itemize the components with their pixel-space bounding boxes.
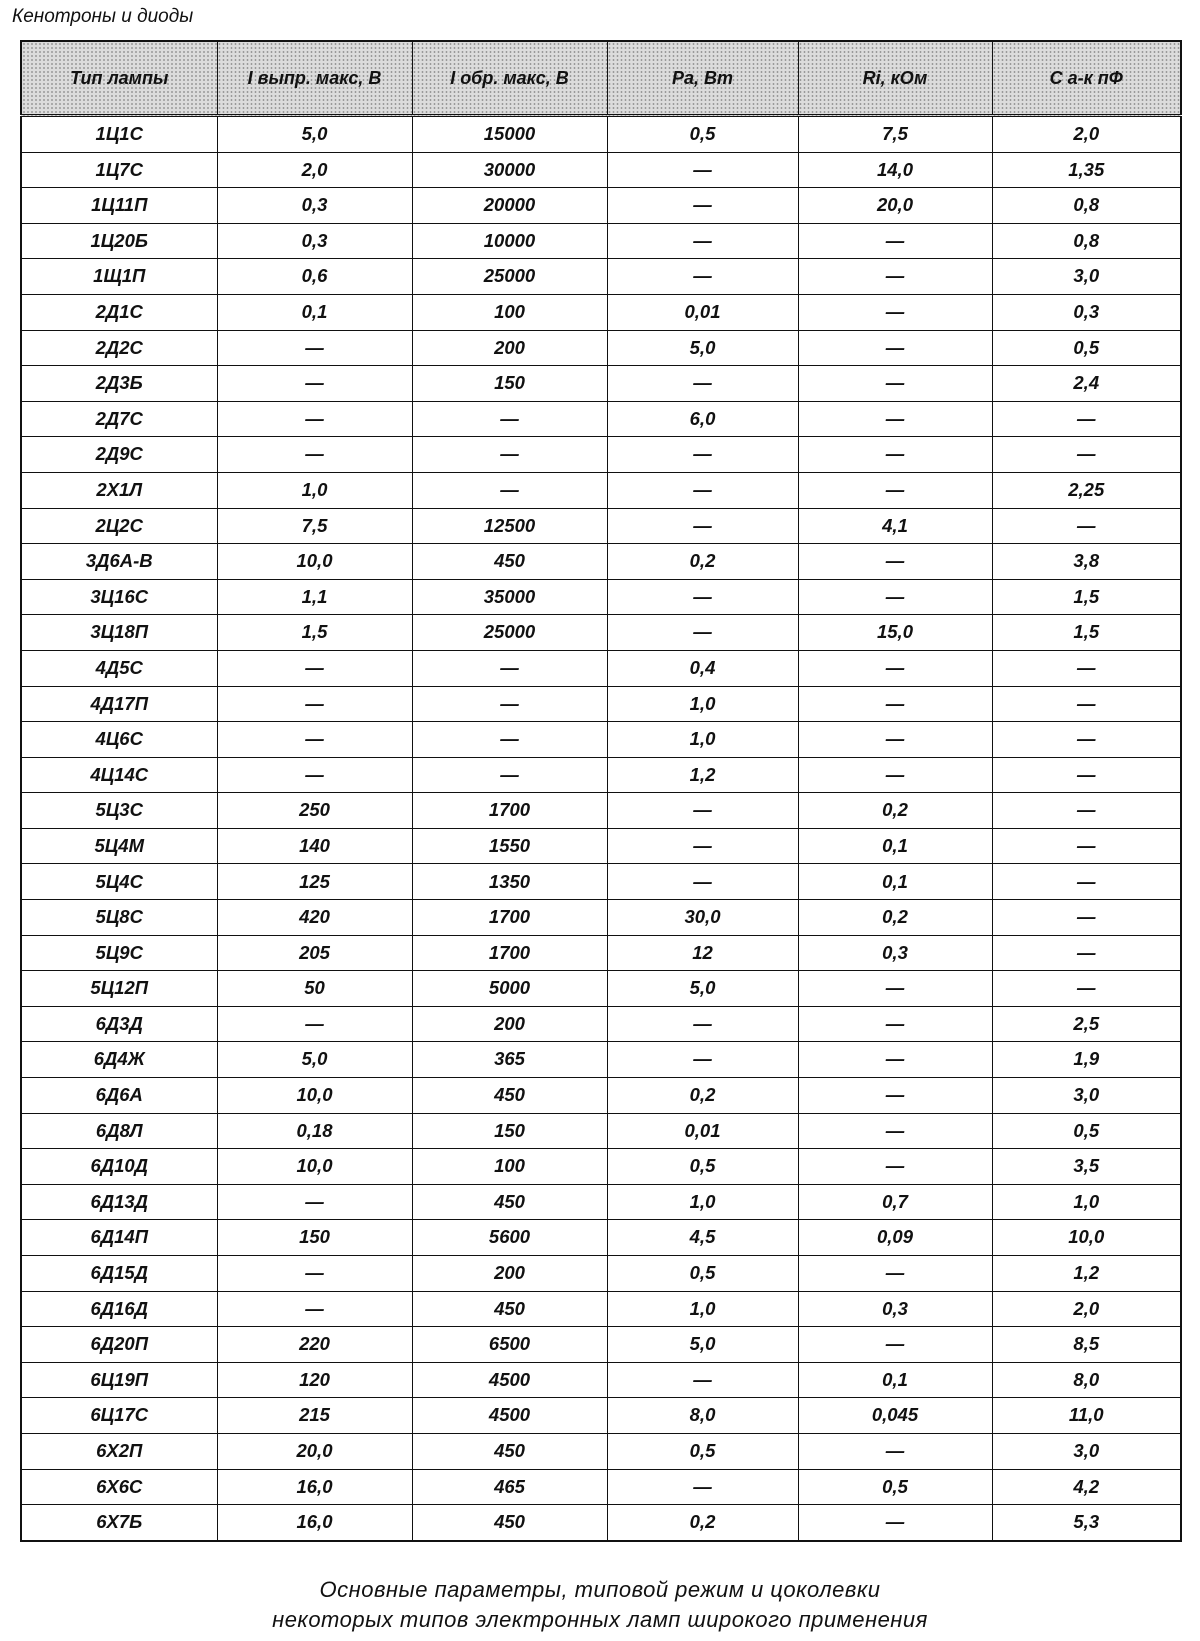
capacitance-cell: 4,2 bbox=[992, 1469, 1181, 1505]
rectified-current-cell: 120 bbox=[217, 1362, 412, 1398]
capacitance-cell: 10,0 bbox=[992, 1220, 1181, 1256]
internal-resistance-cell: — bbox=[798, 472, 992, 508]
capacitance-cell: — bbox=[992, 650, 1181, 686]
capacitance-cell: 0,5 bbox=[992, 1113, 1181, 1149]
capacitance-cell: 0,8 bbox=[992, 188, 1181, 224]
page-title: Кенотроны и диоды bbox=[12, 6, 194, 27]
tube-type-cell: 2Д2С bbox=[21, 330, 217, 366]
table-row bbox=[21, 294, 1181, 330]
rectified-current-cell: 16,0 bbox=[217, 1469, 412, 1505]
column-header-capacitance: C а-к пФ bbox=[992, 41, 1181, 116]
table-row bbox=[21, 1220, 1181, 1256]
capacitance-cell: — bbox=[992, 793, 1181, 829]
rectified-current-cell: 7,5 bbox=[217, 508, 412, 544]
reverse-voltage-cell: 5600 bbox=[412, 1220, 607, 1256]
anode-power-cell: — bbox=[607, 152, 798, 188]
tube-type-cell: 2Х1Л bbox=[21, 472, 217, 508]
tube-type-cell: 5Ц4М bbox=[21, 828, 217, 864]
table-row bbox=[21, 259, 1181, 295]
rectified-current-cell: 10,0 bbox=[217, 1078, 412, 1114]
tube-type-cell: 4Ц6С bbox=[21, 722, 217, 758]
capacitance-cell: — bbox=[992, 437, 1181, 473]
anode-power-cell: — bbox=[607, 259, 798, 295]
table-row bbox=[21, 650, 1181, 686]
table-row bbox=[21, 1113, 1181, 1149]
rectified-current-cell: 2,0 bbox=[217, 152, 412, 188]
capacitance-cell: 1,5 bbox=[992, 615, 1181, 651]
capacitance-cell: 3,0 bbox=[992, 259, 1181, 295]
rectified-current-cell: — bbox=[217, 1256, 412, 1292]
reverse-voltage-cell: 365 bbox=[412, 1042, 607, 1078]
anode-power-cell: — bbox=[607, 472, 798, 508]
tube-type-cell: 3Ц16С bbox=[21, 579, 217, 615]
reverse-voltage-cell: 1550 bbox=[412, 828, 607, 864]
internal-resistance-cell: — bbox=[798, 366, 992, 402]
tube-type-cell: 6Д4Ж bbox=[21, 1042, 217, 1078]
capacitance-cell: 5,3 bbox=[992, 1505, 1181, 1541]
internal-resistance-cell: — bbox=[798, 579, 992, 615]
rectified-current-cell: 0,3 bbox=[217, 223, 412, 259]
capacitance-cell: 2,5 bbox=[992, 1006, 1181, 1042]
table-row bbox=[21, 1291, 1181, 1327]
table-row bbox=[21, 437, 1181, 473]
anode-power-cell: 5,0 bbox=[607, 330, 798, 366]
reverse-voltage-cell: 100 bbox=[412, 1149, 607, 1185]
tube-type-cell: 5Ц12П bbox=[21, 971, 217, 1007]
tube-type-cell: 1Ц7С bbox=[21, 152, 217, 188]
capacitance-cell: — bbox=[992, 508, 1181, 544]
reverse-voltage-cell: — bbox=[412, 472, 607, 508]
internal-resistance-cell: — bbox=[798, 330, 992, 366]
internal-resistance-cell: 0,3 bbox=[798, 935, 992, 971]
rectified-current-cell: 205 bbox=[217, 935, 412, 971]
tube-type-cell: 6Д8Л bbox=[21, 1113, 217, 1149]
tube-type-cell: 6Д20П bbox=[21, 1327, 217, 1363]
column-header-rectified-current: I выпр. макс, В bbox=[217, 41, 412, 116]
table-row bbox=[21, 615, 1181, 651]
internal-resistance-cell: — bbox=[798, 294, 992, 330]
table-row bbox=[21, 401, 1181, 437]
anode-power-cell: 0,5 bbox=[607, 1149, 798, 1185]
tube-type-cell: 6Д3Д bbox=[21, 1006, 217, 1042]
capacitance-cell: — bbox=[992, 828, 1181, 864]
reverse-voltage-cell: 1350 bbox=[412, 864, 607, 900]
reverse-voltage-cell: — bbox=[412, 686, 607, 722]
reverse-voltage-cell: 450 bbox=[412, 1505, 607, 1541]
reverse-voltage-cell: 200 bbox=[412, 1256, 607, 1292]
capacitance-cell: — bbox=[992, 864, 1181, 900]
table-row bbox=[21, 864, 1181, 900]
internal-resistance-cell: 0,2 bbox=[798, 793, 992, 829]
rectified-current-cell: 5,0 bbox=[217, 116, 412, 153]
anode-power-cell: 1,2 bbox=[607, 757, 798, 793]
table-row bbox=[21, 1184, 1181, 1220]
internal-resistance-cell: 15,0 bbox=[798, 615, 992, 651]
tube-type-cell: 6Х2П bbox=[21, 1433, 217, 1469]
reverse-voltage-cell: 20000 bbox=[412, 188, 607, 224]
rectified-current-cell: 420 bbox=[217, 900, 412, 936]
table-row bbox=[21, 152, 1181, 188]
tube-type-cell: 4Д5С bbox=[21, 650, 217, 686]
reverse-voltage-cell: 200 bbox=[412, 1006, 607, 1042]
internal-resistance-cell: — bbox=[798, 1149, 992, 1185]
internal-resistance-cell: 0,1 bbox=[798, 828, 992, 864]
internal-resistance-cell: 0,2 bbox=[798, 900, 992, 936]
reverse-voltage-cell: 100 bbox=[412, 294, 607, 330]
internal-resistance-cell: 0,09 bbox=[798, 1220, 992, 1256]
anode-power-cell: 0,4 bbox=[607, 650, 798, 686]
anode-power-cell: 1,0 bbox=[607, 722, 798, 758]
internal-resistance-cell: — bbox=[798, 1113, 992, 1149]
tube-type-cell: 1Ц20Б bbox=[21, 223, 217, 259]
rectified-current-cell: 50 bbox=[217, 971, 412, 1007]
table-row bbox=[21, 223, 1181, 259]
anode-power-cell: 0,01 bbox=[607, 294, 798, 330]
internal-resistance-cell: — bbox=[798, 1327, 992, 1363]
anode-power-cell: 0,5 bbox=[607, 116, 798, 153]
anode-power-cell: 30,0 bbox=[607, 900, 798, 936]
rectified-current-cell: 215 bbox=[217, 1398, 412, 1434]
tube-type-cell: 6Х6С bbox=[21, 1469, 217, 1505]
capacitance-cell: — bbox=[992, 935, 1181, 971]
anode-power-cell: — bbox=[607, 1006, 798, 1042]
tube-type-cell: 6Д10Д bbox=[21, 1149, 217, 1185]
reverse-voltage-cell: 25000 bbox=[412, 615, 607, 651]
capacitance-cell: 3,5 bbox=[992, 1149, 1181, 1185]
table-row bbox=[21, 757, 1181, 793]
table-row bbox=[21, 971, 1181, 1007]
capacitance-cell: 1,2 bbox=[992, 1256, 1181, 1292]
capacitance-cell: 1,5 bbox=[992, 579, 1181, 615]
rectified-current-cell: 1,5 bbox=[217, 615, 412, 651]
internal-resistance-cell: — bbox=[798, 437, 992, 473]
table-row bbox=[21, 188, 1181, 224]
table-row bbox=[21, 1256, 1181, 1292]
table-row bbox=[21, 116, 1181, 153]
anode-power-cell: 0,5 bbox=[607, 1256, 798, 1292]
internal-resistance-cell: — bbox=[798, 722, 992, 758]
internal-resistance-cell: — bbox=[798, 259, 992, 295]
rectified-current-cell: — bbox=[217, 757, 412, 793]
tube-type-cell: 2Д3Б bbox=[21, 366, 217, 402]
tube-type-cell: 5Ц8С bbox=[21, 900, 217, 936]
internal-resistance-cell: — bbox=[798, 686, 992, 722]
tube-type-cell: 3Д6А-В bbox=[21, 544, 217, 580]
internal-resistance-cell: — bbox=[798, 1078, 992, 1114]
reverse-voltage-cell: 465 bbox=[412, 1469, 607, 1505]
internal-resistance-cell: 20,0 bbox=[798, 188, 992, 224]
reverse-voltage-cell: 150 bbox=[412, 366, 607, 402]
anode-power-cell: — bbox=[607, 223, 798, 259]
tube-type-cell: 3Ц18П bbox=[21, 615, 217, 651]
anode-power-cell: — bbox=[607, 1469, 798, 1505]
reverse-voltage-cell: 450 bbox=[412, 1078, 607, 1114]
tube-type-cell: 5Ц9С bbox=[21, 935, 217, 971]
capacitance-cell: 1,9 bbox=[992, 1042, 1181, 1078]
anode-power-cell: 1,0 bbox=[607, 1184, 798, 1220]
capacitance-cell: 2,25 bbox=[992, 472, 1181, 508]
internal-resistance-cell: 14,0 bbox=[798, 152, 992, 188]
capacitance-cell: 1,35 bbox=[992, 152, 1181, 188]
capacitance-cell: — bbox=[992, 900, 1181, 936]
table-row bbox=[21, 1505, 1181, 1541]
table-row bbox=[21, 544, 1181, 580]
table-row bbox=[21, 1327, 1181, 1363]
rectified-current-cell: 140 bbox=[217, 828, 412, 864]
tube-type-cell: 2Д7С bbox=[21, 401, 217, 437]
capacitance-cell: 1,0 bbox=[992, 1184, 1181, 1220]
anode-power-cell: — bbox=[607, 1362, 798, 1398]
reverse-voltage-cell: — bbox=[412, 650, 607, 686]
rectified-current-cell: 1,0 bbox=[217, 472, 412, 508]
anode-power-cell: 1,0 bbox=[607, 1291, 798, 1327]
anode-power-cell: 8,0 bbox=[607, 1398, 798, 1434]
internal-resistance-cell: — bbox=[798, 544, 992, 580]
rectified-current-cell: — bbox=[217, 722, 412, 758]
tube-type-cell: 6Д15Д bbox=[21, 1256, 217, 1292]
table-row bbox=[21, 828, 1181, 864]
anode-power-cell: 0,2 bbox=[607, 1505, 798, 1541]
reverse-voltage-cell: 4500 bbox=[412, 1362, 607, 1398]
tube-type-cell: 4Д17П bbox=[21, 686, 217, 722]
anode-power-cell: — bbox=[607, 864, 798, 900]
capacitance-cell: 3,0 bbox=[992, 1078, 1181, 1114]
anode-power-cell: — bbox=[607, 437, 798, 473]
anode-power-cell: — bbox=[607, 508, 798, 544]
table-row bbox=[21, 1042, 1181, 1078]
reverse-voltage-cell: 200 bbox=[412, 330, 607, 366]
rectified-current-cell: 5,0 bbox=[217, 1042, 412, 1078]
table-row bbox=[21, 1398, 1181, 1434]
caption-line-2: некоторых типов электронных ламп широкого применения bbox=[272, 1607, 928, 1632]
anode-power-cell: — bbox=[607, 366, 798, 402]
rectified-current-cell: 0,18 bbox=[217, 1113, 412, 1149]
internal-resistance-cell: — bbox=[798, 401, 992, 437]
reverse-voltage-cell: 1700 bbox=[412, 900, 607, 936]
tube-type-cell: 2Д9С bbox=[21, 437, 217, 473]
table-row bbox=[21, 472, 1181, 508]
anode-power-cell: 5,0 bbox=[607, 971, 798, 1007]
column-header-anode-power: Pа, Вт bbox=[607, 41, 798, 116]
reverse-voltage-cell: 450 bbox=[412, 1291, 607, 1327]
tube-type-cell: 6Д6А bbox=[21, 1078, 217, 1114]
rectified-current-cell: — bbox=[217, 437, 412, 473]
internal-resistance-cell: 0,045 bbox=[798, 1398, 992, 1434]
anode-power-cell: — bbox=[607, 1042, 798, 1078]
capacitance-cell: — bbox=[992, 686, 1181, 722]
capacitance-cell: 11,0 bbox=[992, 1398, 1181, 1434]
table-header-row bbox=[21, 41, 1181, 116]
table-row bbox=[21, 1469, 1181, 1505]
internal-resistance-cell: — bbox=[798, 650, 992, 686]
tube-type-cell: 6Ц19П bbox=[21, 1362, 217, 1398]
internal-resistance-cell: — bbox=[798, 223, 992, 259]
reverse-voltage-cell: 6500 bbox=[412, 1327, 607, 1363]
internal-resistance-cell: — bbox=[798, 1006, 992, 1042]
capacitance-cell: 2,0 bbox=[992, 1291, 1181, 1327]
internal-resistance-cell: 4,1 bbox=[798, 508, 992, 544]
tube-type-cell: 5Ц3С bbox=[21, 793, 217, 829]
rectified-current-cell: 10,0 bbox=[217, 544, 412, 580]
capacitance-cell: — bbox=[992, 722, 1181, 758]
table-row bbox=[21, 722, 1181, 758]
anode-power-cell: 4,5 bbox=[607, 1220, 798, 1256]
internal-resistance-cell: 7,5 bbox=[798, 116, 992, 153]
internal-resistance-cell: 0,1 bbox=[798, 1362, 992, 1398]
anode-power-cell: 0,2 bbox=[607, 1078, 798, 1114]
internal-resistance-cell: — bbox=[798, 1433, 992, 1469]
anode-power-cell: 0,01 bbox=[607, 1113, 798, 1149]
internal-resistance-cell: — bbox=[798, 1042, 992, 1078]
table-row bbox=[21, 1149, 1181, 1185]
tube-type-cell: 2Д1С bbox=[21, 294, 217, 330]
capacitance-cell: 0,8 bbox=[992, 223, 1181, 259]
rectified-current-cell: — bbox=[217, 1184, 412, 1220]
rectified-current-cell: 0,1 bbox=[217, 294, 412, 330]
reverse-voltage-cell: 15000 bbox=[412, 116, 607, 153]
anode-power-cell: — bbox=[607, 188, 798, 224]
column-header-reverse-voltage: I обр. макс, В bbox=[412, 41, 607, 116]
reverse-voltage-cell: 10000 bbox=[412, 223, 607, 259]
tube-type-cell: 6Д13Д bbox=[21, 1184, 217, 1220]
table-row bbox=[21, 1362, 1181, 1398]
capacitance-cell: 8,0 bbox=[992, 1362, 1181, 1398]
anode-power-cell: 6,0 bbox=[607, 401, 798, 437]
reverse-voltage-cell: 450 bbox=[412, 1433, 607, 1469]
rectified-current-cell: — bbox=[217, 330, 412, 366]
rectified-current-cell: 0,3 bbox=[217, 188, 412, 224]
table-row bbox=[21, 366, 1181, 402]
reverse-voltage-cell: 450 bbox=[412, 1184, 607, 1220]
reverse-voltage-cell: 4500 bbox=[412, 1398, 607, 1434]
table-row bbox=[21, 793, 1181, 829]
anode-power-cell: 5,0 bbox=[607, 1327, 798, 1363]
reverse-voltage-cell: 30000 bbox=[412, 152, 607, 188]
anode-power-cell: 0,2 bbox=[607, 544, 798, 580]
capacitance-cell: — bbox=[992, 971, 1181, 1007]
column-header-tube-type: Тип лампы bbox=[21, 41, 217, 116]
capacitance-cell: 2,0 bbox=[992, 116, 1181, 153]
internal-resistance-cell: 0,7 bbox=[798, 1184, 992, 1220]
tube-type-cell: 2Ц2С bbox=[21, 508, 217, 544]
tube-type-cell: 6Ц17С bbox=[21, 1398, 217, 1434]
caption bbox=[0, 1575, 1200, 1635]
reverse-voltage-cell: 150 bbox=[412, 1113, 607, 1149]
rectified-current-cell: 16,0 bbox=[217, 1505, 412, 1541]
tube-type-cell: 5Ц4С bbox=[21, 864, 217, 900]
caption-line-1: Основные параметры, типовой режим и цоколевки bbox=[319, 1577, 881, 1602]
anode-power-cell: — bbox=[607, 828, 798, 864]
tube-type-cell: 1Ц11П bbox=[21, 188, 217, 224]
reverse-voltage-cell: 35000 bbox=[412, 579, 607, 615]
table-row bbox=[21, 1006, 1181, 1042]
table-row bbox=[21, 579, 1181, 615]
internal-resistance-cell: 0,1 bbox=[798, 864, 992, 900]
capacitance-cell: 2,4 bbox=[992, 366, 1181, 402]
internal-resistance-cell: — bbox=[798, 1505, 992, 1541]
table-body bbox=[21, 116, 1181, 1541]
tube-type-cell: 6Д16Д bbox=[21, 1291, 217, 1327]
column-header-internal-resistance: Ri, кОм bbox=[798, 41, 992, 116]
table-row bbox=[21, 1433, 1181, 1469]
reverse-voltage-cell: 5000 bbox=[412, 971, 607, 1007]
anode-power-cell: 12 bbox=[607, 935, 798, 971]
tube-type-cell: 6Х7Б bbox=[21, 1505, 217, 1541]
reverse-voltage-cell: — bbox=[412, 401, 607, 437]
table-row bbox=[21, 1078, 1181, 1114]
rectified-current-cell: — bbox=[217, 1006, 412, 1042]
rectified-current-cell: 125 bbox=[217, 864, 412, 900]
table-row bbox=[21, 686, 1181, 722]
anode-power-cell: 1,0 bbox=[607, 686, 798, 722]
tube-type-cell: 6Д14П bbox=[21, 1220, 217, 1256]
rectified-current-cell: — bbox=[217, 366, 412, 402]
rectified-current-cell: — bbox=[217, 401, 412, 437]
rectified-current-cell: — bbox=[217, 650, 412, 686]
capacitance-cell: 0,5 bbox=[992, 330, 1181, 366]
rectified-current-cell: 1,1 bbox=[217, 579, 412, 615]
tube-type-cell: 4Ц14С bbox=[21, 757, 217, 793]
reverse-voltage-cell: 25000 bbox=[412, 259, 607, 295]
parameters-table bbox=[20, 40, 1182, 1542]
rectified-current-cell: — bbox=[217, 1291, 412, 1327]
table-row bbox=[21, 330, 1181, 366]
capacitance-cell: 0,3 bbox=[992, 294, 1181, 330]
capacitance-cell: 3,0 bbox=[992, 1433, 1181, 1469]
anode-power-cell: — bbox=[607, 793, 798, 829]
table-row bbox=[21, 935, 1181, 971]
capacitance-cell: 3,8 bbox=[992, 544, 1181, 580]
reverse-voltage-cell: — bbox=[412, 757, 607, 793]
reverse-voltage-cell: 1700 bbox=[412, 793, 607, 829]
internal-resistance-cell: 0,3 bbox=[798, 1291, 992, 1327]
reverse-voltage-cell: 1700 bbox=[412, 935, 607, 971]
rectified-current-cell: 250 bbox=[217, 793, 412, 829]
rectified-current-cell: 220 bbox=[217, 1327, 412, 1363]
rectified-current-cell: 10,0 bbox=[217, 1149, 412, 1185]
internal-resistance-cell: 0,5 bbox=[798, 1469, 992, 1505]
internal-resistance-cell: — bbox=[798, 971, 992, 1007]
table-row bbox=[21, 508, 1181, 544]
rectified-current-cell: 150 bbox=[217, 1220, 412, 1256]
anode-power-cell: — bbox=[607, 579, 798, 615]
reverse-voltage-cell: — bbox=[412, 437, 607, 473]
anode-power-cell: — bbox=[607, 615, 798, 651]
reverse-voltage-cell: 450 bbox=[412, 544, 607, 580]
tube-type-cell: 1Щ1П bbox=[21, 259, 217, 295]
internal-resistance-cell: — bbox=[798, 757, 992, 793]
capacitance-cell: — bbox=[992, 401, 1181, 437]
reverse-voltage-cell: 12500 bbox=[412, 508, 607, 544]
rectified-current-cell: 0,6 bbox=[217, 259, 412, 295]
capacitance-cell: — bbox=[992, 757, 1181, 793]
anode-power-cell: 0,5 bbox=[607, 1433, 798, 1469]
rectified-current-cell: — bbox=[217, 686, 412, 722]
capacitance-cell: 8,5 bbox=[992, 1327, 1181, 1363]
internal-resistance-cell: — bbox=[798, 1256, 992, 1292]
table-row bbox=[21, 900, 1181, 936]
tube-type-cell: 1Ц1С bbox=[21, 116, 217, 153]
reverse-voltage-cell: — bbox=[412, 722, 607, 758]
rectified-current-cell: 20,0 bbox=[217, 1433, 412, 1469]
